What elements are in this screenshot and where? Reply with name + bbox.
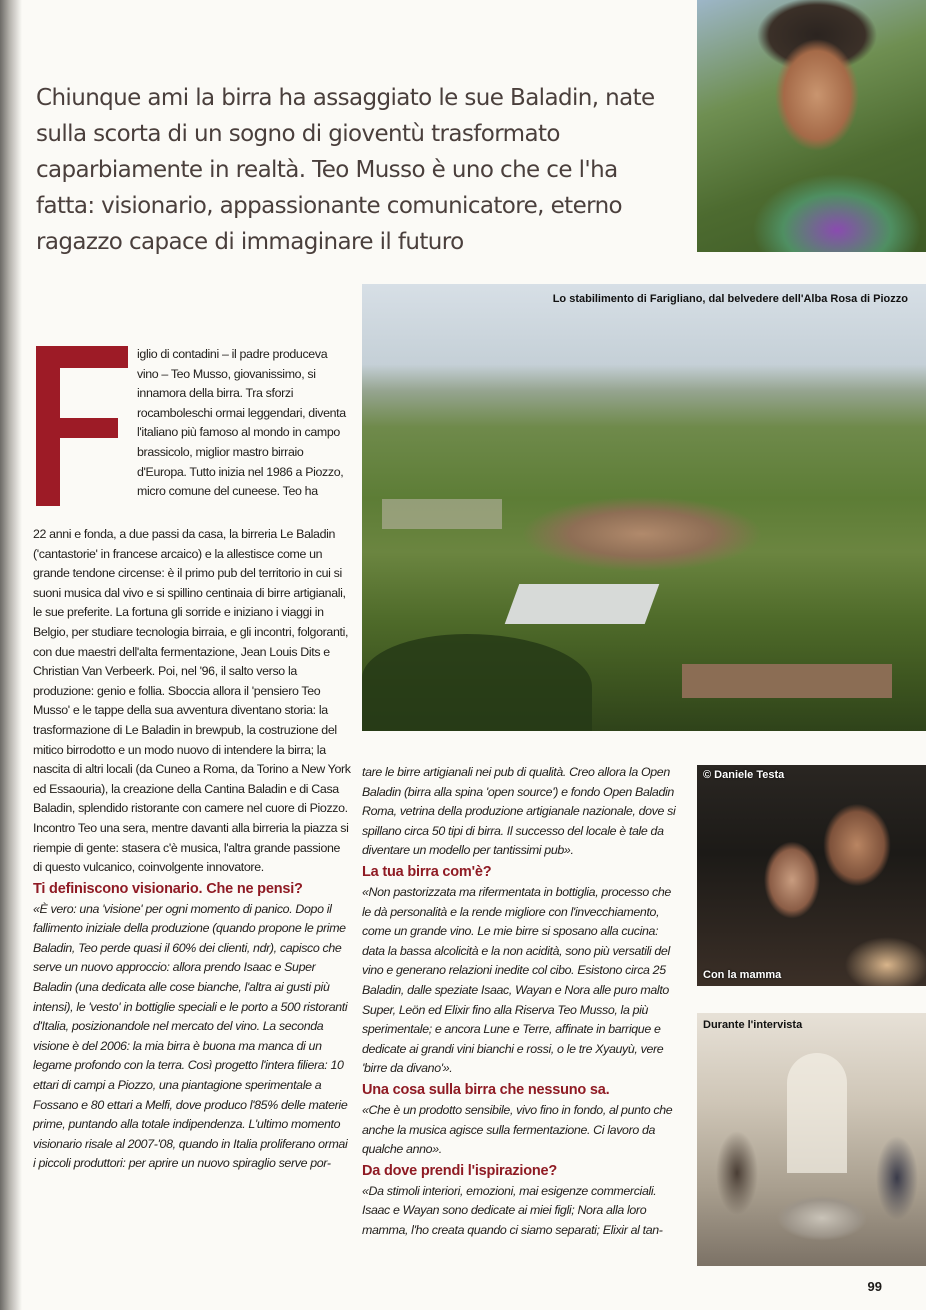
page-number: 99 <box>867 1279 882 1294</box>
opening-paragraph-wide: 22 anni e fonda, a due passi da casa, la birreria Le Baladin ('cantastorie' in francese arcaico) e la allestisce come un grande tendone circense: è il primo pub del territorio in cui si suoni musica dal vivo e si spillino centinaia di birre artigianali, le sue preferite. La fortuna gli sorride e iniziano i viaggi in Belgio, per studiare tecnologia birraia, e gli incontri, folgoranti, con due maestri dell'alta fermentazione, Jean Louis Dits e Christian Van Verbeerk. Poi, nel '96, il salto verso la produzione: genio e follia. Sboccia allora il 'pensiero Teo Musso' e le tappe della sua avventura diventano storia: la trasformazione di Le Baladin in brewpub, la costruzione del mitico birrodotto e un modo nuovo di intendere la birra; la nascita di altri locali (da Cuneo a Roma, da Torino a New York ed Essaouria), la creazione della Cantina Baladin e di Casa Baladin, splendido ristorante con camere nel cuore di Piozzo. <box>33 527 351 816</box>
question-3: Una cosa sulla birra che nessuno sa. <box>362 1081 610 1098</box>
photo-detail <box>505 584 660 624</box>
photo-detail <box>382 499 502 529</box>
question-2: La tua birra com'è? <box>362 863 492 880</box>
answer-1-continued: tare le birre artigianali nei pub di qualità. Creo allora la Open Baladin (birra alla spina 'open source') e fondo Open Baladin Roma, vetrina della produzione artigianale nazionale, dove si spillano circa 50 tipi di birra. Il successo del locale è tale da diventare un modello per tantissimi pub». <box>362 765 676 858</box>
answer-1: «È vero: una 'visione' per ogni momento di panico. Dopo il fallimento iniziale della produzione (quando propone le prime Baladin, Teo perde quasi il 60% dei clienti, ndr), capisco che serve un nuovo approccio: allora prendo Isaac e Super Baladin (una dedicata alle cose bianche, l'altra ai gusti più intensi), le 'vesto' in bottiglie speciali e le porto a 500 ristoranti d'Italia, posizionandole nel mercato del vino. La seconda visione è del 2006: la mia birra è buona ma manca di un legame profondo con la terra. Così progetto l'intera filiera: 10 ettari di campi a Piozzo, una piantagione sperimentale a Fossano e 80 ettari a Melfi, dove produco l'85% delle materie prime, puntando alla totale indipendenza. L'ultimo momento visionario risale al 2007-'08, quando in Italia proliferano ormai i piccoli produttori: per aprire un nuovo spiraglio serve por- <box>33 901 348 1171</box>
intro-standfirst: Chiunque ami la birra ha assaggiato le sue Baladin, nate sulla scorta di un sogno di gioventù trasformato caparbiamente in realtà. Teo Musso è uno che ce l'ha fatta: visionario, appassionante comunicatore, eterno ragazzo capace di immaginare il futuro <box>36 85 655 255</box>
answer-3: «Che è un prodotto sensibile, vivo fino in fondo, al punto che anche la musica agisce sulla fermentazione. Ci lavoro da qualche anno». <box>362 1102 673 1157</box>
column-1-opening <box>137 345 351 502</box>
paragraph-2: Incontro Teo una sera, mentre davanti alla birreria la piazza si riempie di gente: stasera c'è musica, l'altra grande passione di questo vulcanico, coinvolgente innovatore. <box>33 820 349 875</box>
photo-detail <box>787 1053 847 1173</box>
column-1 <box>33 525 351 1174</box>
landscape-photo <box>362 284 926 731</box>
landscape-caption: Lo stabilimento di Farigliano, dal belvedere dell'Alba Rosa di Piozzo <box>552 293 908 305</box>
question-1: Ti definiscono visionario. Che ne pensi? <box>33 880 303 897</box>
answer-4: «Da stimoli interiori, emozioni, mai esigenze commerciali. Isaac e Wayan sono dedicate ai miei figli; Nora alla loro mamma, l'ho creata quando ci siamo separati; Elixir al tan- <box>362 1183 663 1237</box>
question-4: Da dove prendi l'ispirazione? <box>362 1162 558 1179</box>
photo-credit: © Daniele Testa <box>703 769 785 781</box>
portrait-photo <box>697 0 926 252</box>
drop-cap-letter <box>36 346 37 347</box>
interview-caption: Durante l'intervista <box>703 1019 803 1031</box>
photo-detail <box>682 664 892 698</box>
opening-paragraph-narrow: iglio di contadini – il padre produceva vino – Teo Musso, giovanissimo, si innamora della birra. Tra sforzi rocamboleschi ormai leggendari, diventa l'italiano più famoso al mondo in campo brassicolo, miglior mastro birraio d'Europa. Tutto inizia nel 1986 a Piozzo, micro comune del cuneese. Teo ha <box>137 347 346 499</box>
interview-photo <box>697 1013 926 1266</box>
column-2 <box>362 763 681 1240</box>
drop-cap <box>36 346 128 506</box>
mamma-photo <box>697 765 926 986</box>
mamma-caption: Con la mamma <box>703 969 782 981</box>
photo-detail <box>362 634 592 731</box>
page-gutter-shadow <box>0 0 22 1310</box>
answer-2: «Non pastorizzata ma rifermentata in bottiglia, processo che le dà personalità e la rende migliore con l'invecchiamento, come un grande vino. Le mie birre si sposano alla cucina: data la bassa alcolicità e la non acidità, sono più versatili del vino e generano relazioni inedite col cibo. Esistono circa 25 Baladin, dalle speziate Isaac, Wayan e Nora alle puro malto Super, Leön ed Elixir fino alla Riserva Teo Musso, la più sperimentale; e ancora Lune e Terre, affinate in barrique e dedicate ai grandi vini bianchi e rossi, o le tre Xyauyù, vere 'birre da divano'». <box>362 884 671 1076</box>
